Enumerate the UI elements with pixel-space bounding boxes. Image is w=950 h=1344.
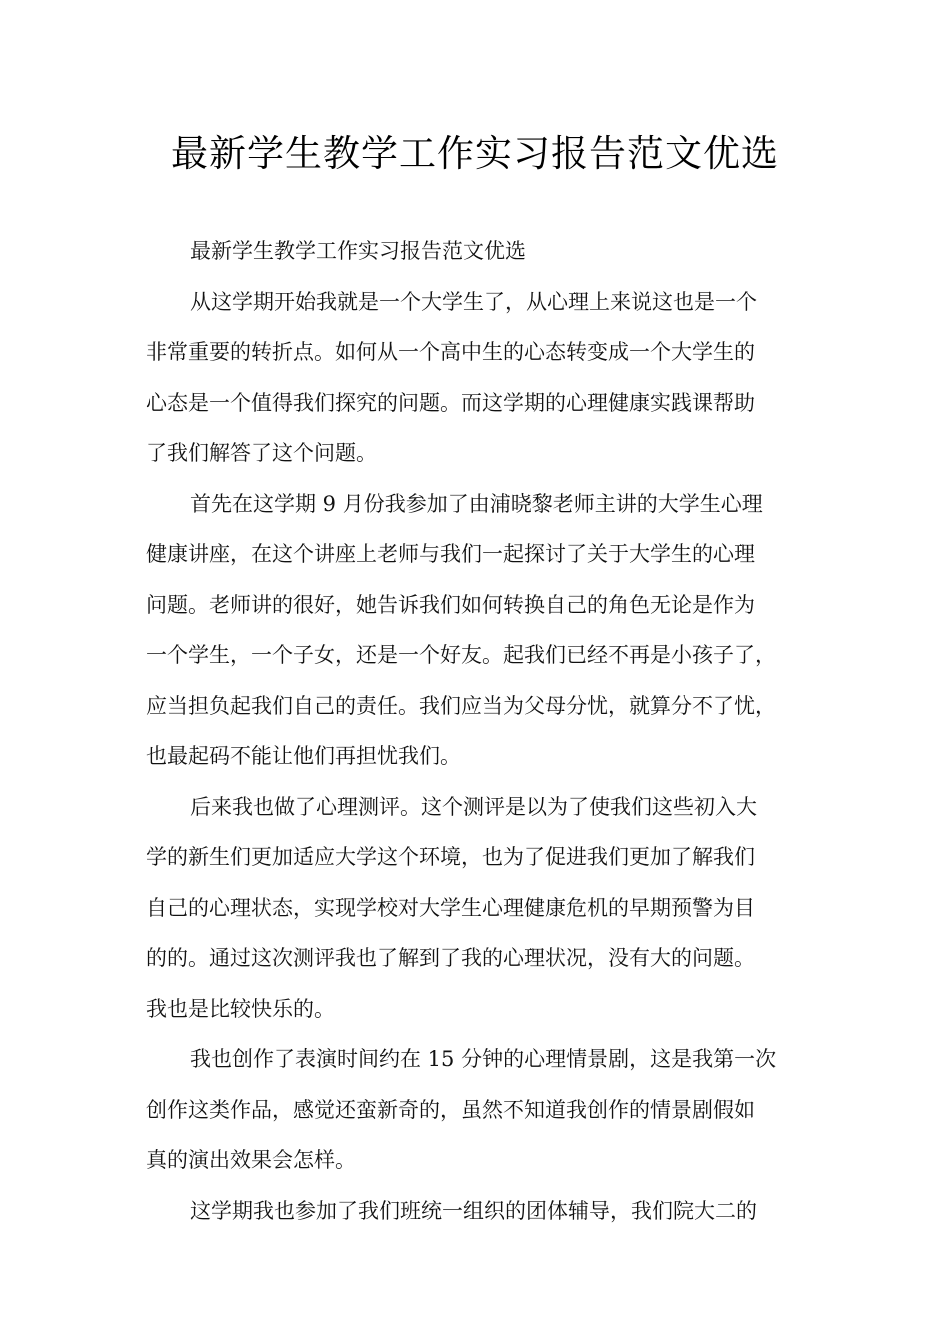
- text-line: 学的新生们更加适应大学这个环境，也为了促进我们更加了解我们: [146, 845, 755, 869]
- text-line: 最新学生教学工作实习报告范文优选: [190, 239, 526, 263]
- text-line: 创作这类作品，感觉还蛮新奇的，虽然不知道我创作的情景剧假如: [146, 1097, 755, 1122]
- text-line: 非常重要的转折点。如何从一个高中生的心态转变成一个大学生的: [146, 340, 755, 364]
- text-line: 心态是一个值得我们探究的问题。而这学期的心理健康实践课帮助: [146, 390, 755, 415]
- text-line: 了我们解答了这个问题。: [146, 441, 377, 465]
- text-line: 应当担负起我们自己的责任。我们应当为父母分忧，就算分不了忧，: [146, 693, 776, 718]
- document-title: 最新学生教学工作实习报告范文优选: [171, 132, 779, 175]
- text-line: 后来我也做了心理测评。这个测评是以为了使我们这些初入大: [190, 794, 757, 819]
- text-line: 健康讲座，在这个讲座上老师与我们一起探讨了关于大学生的心理: [146, 542, 755, 566]
- text-line: 一个学生，一个子女，还是一个好友。起我们已经不再是小孩子了，: [146, 643, 776, 667]
- text-line: 也最起码不能让他们再担忧我们。: [146, 744, 461, 768]
- text-line: 自己的心理状态，实现学校对大学生心理健康危机的早期预警为目: [146, 895, 755, 920]
- text-line: 真的演出效果会怎样。: [146, 1148, 356, 1172]
- text-line: 这学期我也参加了我们班统一组织的团体辅导，我们院大二的: [190, 1198, 757, 1223]
- text-line: 我也创作了表演时间约在 15 分钟的心理情景剧，这是我第一次: [190, 1047, 777, 1071]
- text-line: 我也是比较快乐的。: [146, 996, 335, 1021]
- text-line: 首先在这学期 9 月份我参加了由浦晓黎老师主讲的大学生心理: [190, 491, 763, 516]
- text-line: 问题。老师讲的很好，她告诉我们如何转换自己的角色无论是作为: [146, 592, 755, 617]
- text-line: 从这学期开始我就是一个大学生了，从心理上来说这也是一个: [190, 289, 757, 314]
- text-line: 的的。通过这次测评我也了解到了我的心理状况，没有大的问题。: [146, 946, 755, 970]
- document-body: [146, 226, 822, 1236]
